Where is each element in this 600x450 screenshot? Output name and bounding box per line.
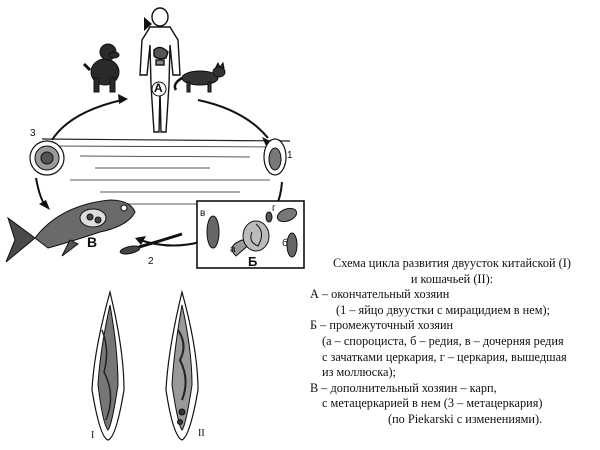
- cat-figure: [175, 63, 225, 92]
- final-host-label: А: [154, 81, 163, 95]
- stage-g-label: г: [272, 203, 276, 214]
- fish-figure: [6, 200, 135, 262]
- caption-b-line1: Б – промежуточный хозяин: [310, 318, 454, 333]
- stage-2-label: 2: [148, 256, 154, 267]
- caption-a-line2: (1 – яйцо двуустки с мирацидием в нем);: [336, 302, 551, 317]
- caption-title-line1: Схема цикла развития двуусток китайской (I): [333, 256, 571, 270]
- additional-host-label: В: [87, 234, 98, 250]
- egg-figure: [264, 139, 286, 175]
- caption: [310, 256, 600, 428]
- worm-clonorchis-figure: [92, 292, 124, 440]
- stage-3-label: 3: [30, 128, 36, 139]
- caption-b-line2: (а – спороциста, б – редия, в – дочерняя редия: [322, 333, 564, 348]
- caption-b-line4: из моллюска);: [322, 365, 396, 380]
- caption-source: (по Piekarski с изменениями).: [388, 411, 543, 426]
- caption-title-line2: и кошачьей (II):: [410, 271, 494, 286]
- metacercaria-figure: [30, 141, 64, 175]
- worm-opisthorchis-figure: [166, 292, 198, 440]
- caption-b-line3: с зачатками церкария, г – церкария, вышедшая: [322, 349, 567, 364]
- intermediate-host-label: Б: [248, 254, 258, 269]
- stage-1-label: 1: [287, 150, 293, 161]
- caption-v-line1: В – дополнительный хозяин – карп,: [310, 380, 497, 395]
- caption-v-line2: с метацеркарией в нем (3 – метацеркария): [322, 396, 543, 411]
- stage-v-label: в: [200, 208, 206, 219]
- water-body: [42, 139, 290, 204]
- caption-a-line1: А – окончательный хозяин: [310, 287, 450, 302]
- worm-2-label: II: [198, 428, 205, 439]
- worm-1-label: I: [91, 430, 95, 441]
- stage-b-label: б: [282, 238, 288, 249]
- stage-a-label: а: [230, 244, 236, 255]
- dog-figure: [84, 44, 119, 92]
